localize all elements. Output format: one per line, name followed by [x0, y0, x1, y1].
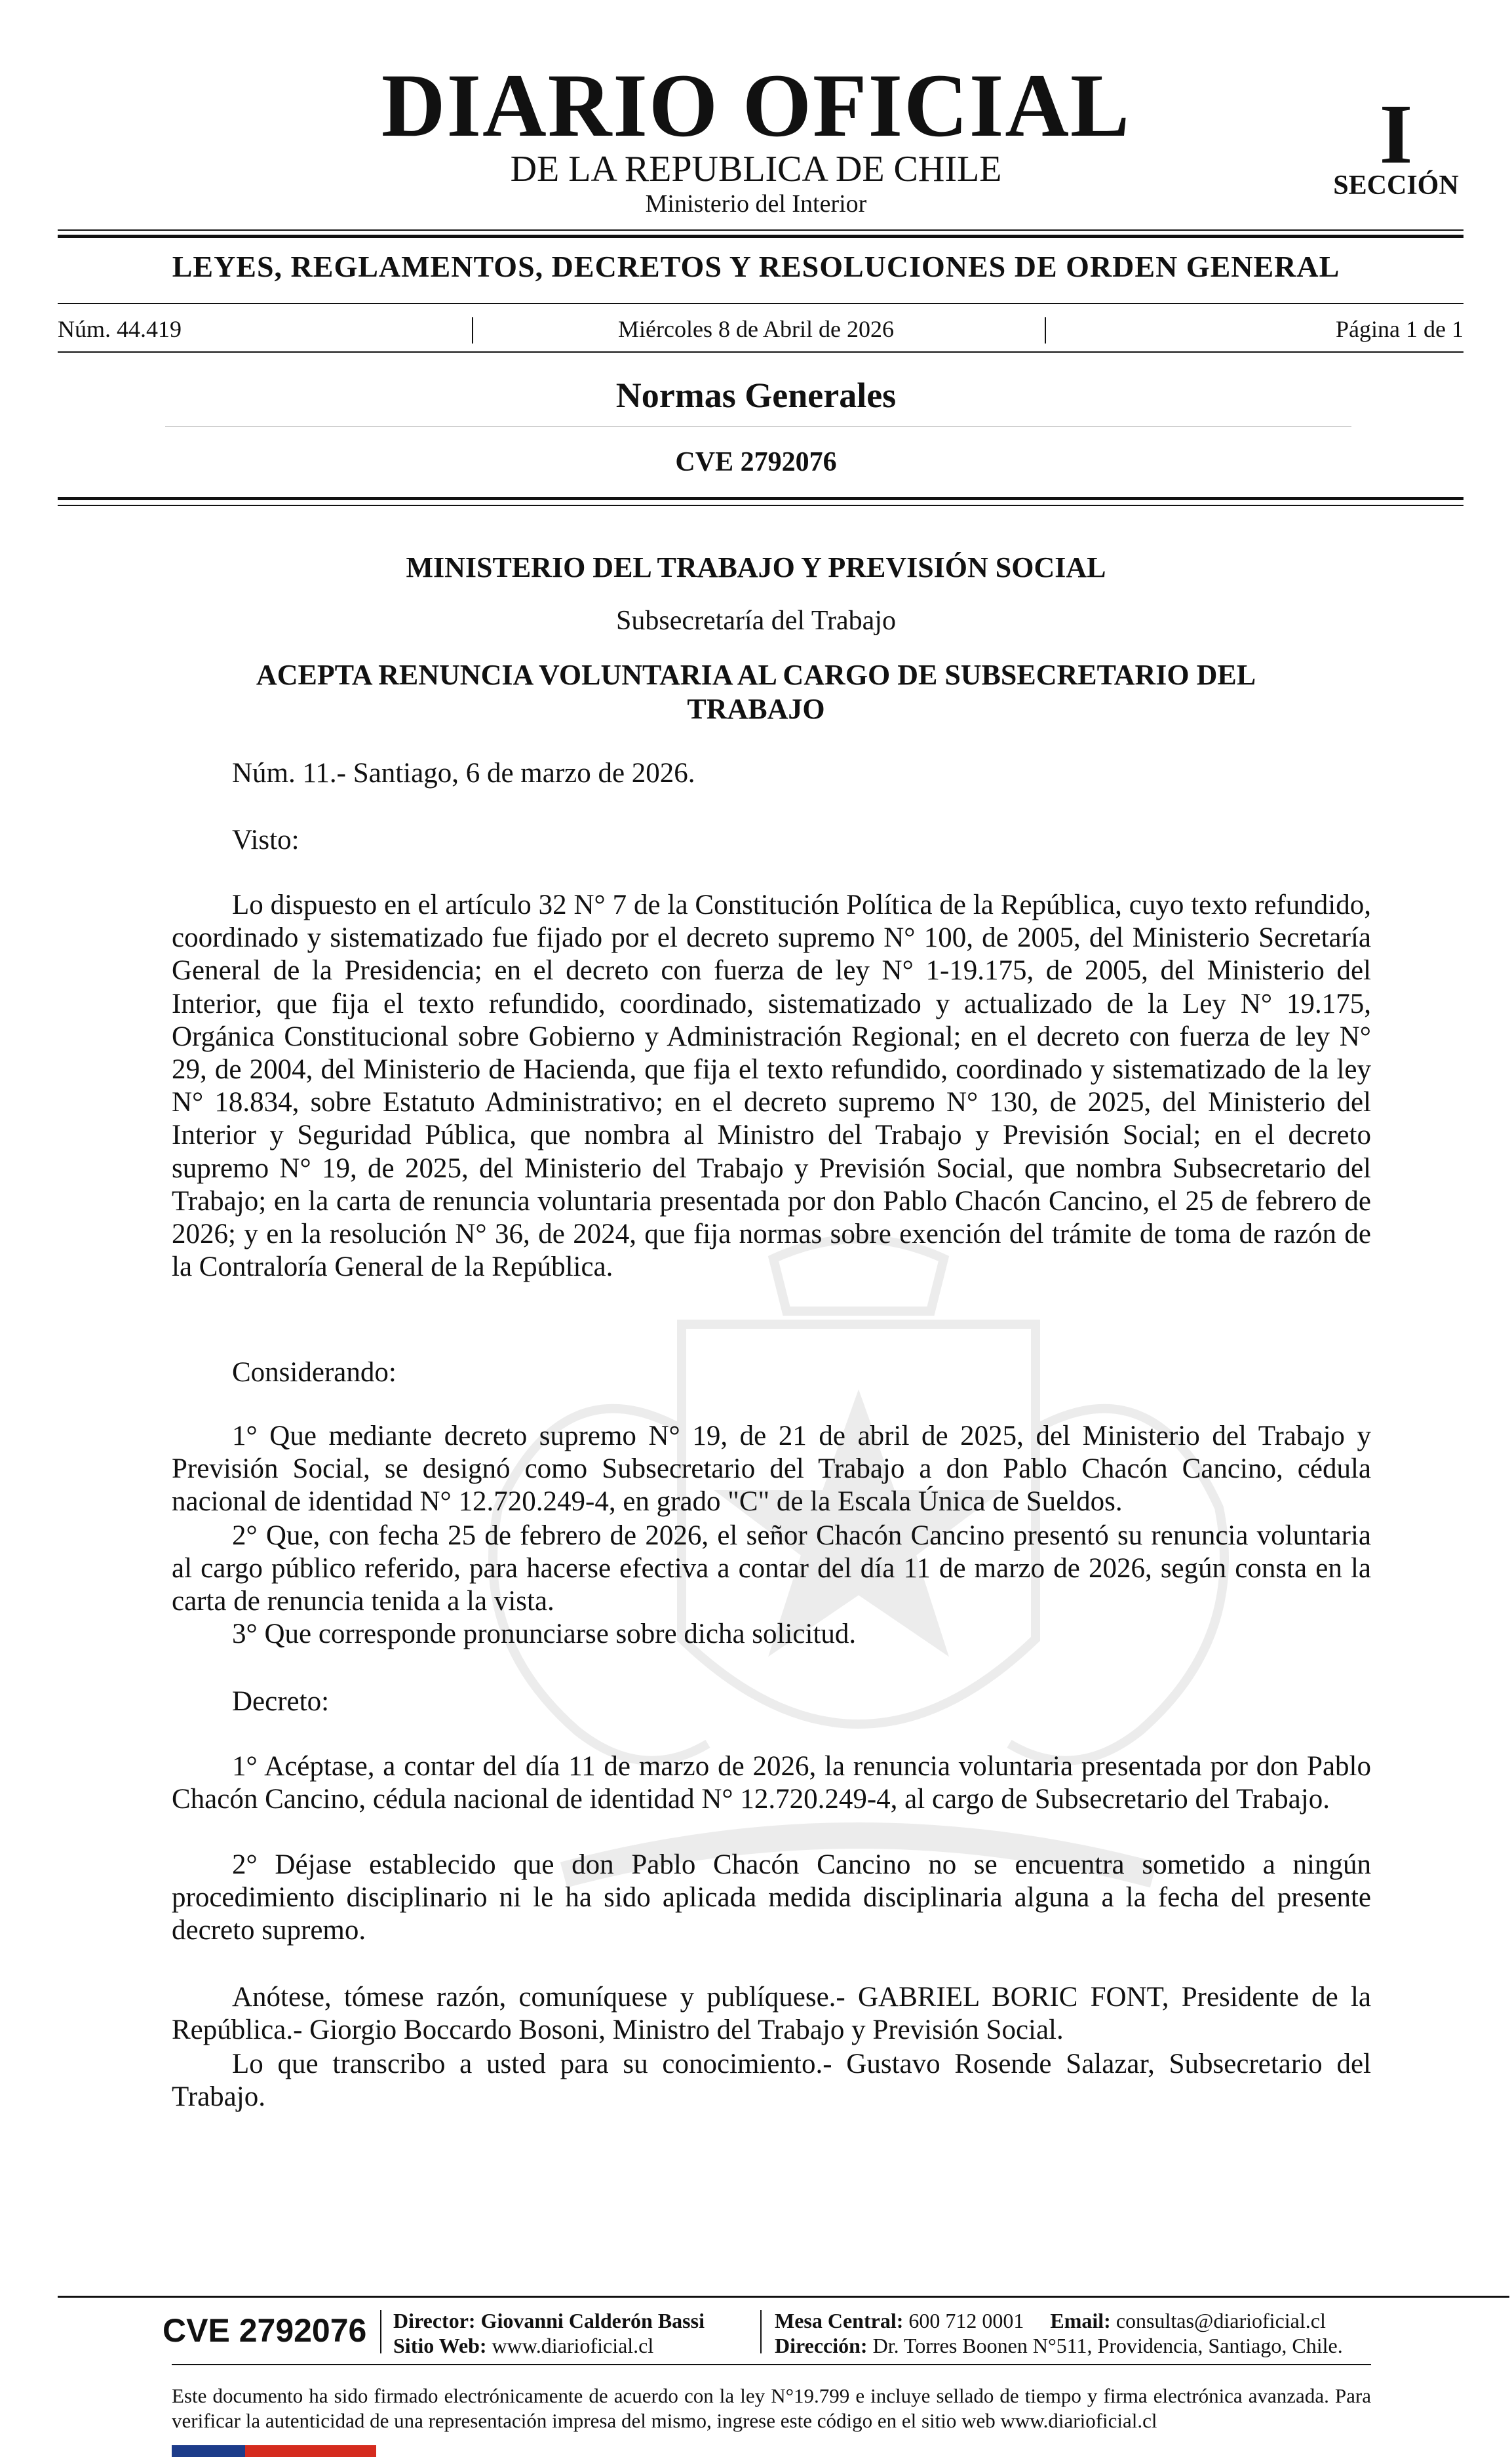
footer-address [775, 2335, 1343, 2356]
footer-phone: 600 712 0001 [908, 2309, 1024, 2332]
footer-address-label: Dirección: [775, 2334, 868, 2357]
issue-rule-top [58, 303, 1464, 304]
footer-phone-label: Mesa Central: [775, 2309, 904, 2332]
document-ministry: MINISTERIO DEL TRABAJO Y PREVISIÓN SOCIAL [406, 551, 1106, 583]
footer-signature-note: Este documento ha sido firmado electrónicamente de acuerdo con la ley N°19.799 e incluye sellado de tiempo y firma electrónica avanzada. Para verificar la autenticidad de una representación impresa del mismo, ingrese este código en el sitio web www.diarioficial.cl [172, 2384, 1371, 2432]
considerando-item: 3° Que corresponde pronunciarse sobre dicha solicitud. [232, 1619, 857, 1649]
closing-paragraph: Lo que transcribo a usted para su conocimiento.- Gustavo Rosende Salazar, Subsecretario del Trabajo. [172, 2049, 1371, 2113]
masthead-rule-thick [58, 235, 1464, 238]
footer-director-name: Giovanni Calderón Bassi [480, 2309, 705, 2332]
decreto-item: 2° Déjase establecido que don Pablo Chacón Cancino no se encuentra sometido a ningún procedimiento disciplinario ni le ha sido aplicada medida disciplinaria alguna a la fecha del presente decreto supremo. [172, 1849, 1371, 1946]
decree-number-line: Núm. 11.- Santiago, 6 de marzo de 2026. [232, 758, 695, 789]
header-rule-thin [58, 505, 1464, 506]
issue-date: Miércoles 8 de Abril de 2026 [618, 316, 894, 342]
issue-rule-bottom [58, 351, 1464, 353]
masthead-subtitle: DE LA REPUBLICA DE CHILE [510, 149, 1002, 189]
section-title: Normas Generales [615, 376, 897, 415]
issue-separator [1045, 317, 1046, 344]
footer-rule-inner [172, 2364, 1371, 2365]
header-rule-thick [58, 497, 1464, 500]
footer-cve-code: CVE 2792076 [163, 2312, 367, 2349]
section-label: SECCIÓN [1333, 170, 1459, 201]
footer-address-text: Dr. Torres Boonen N°511, Providencia, Santiago, Chile. [872, 2334, 1343, 2357]
decreto-label: Decreto: [232, 1686, 330, 1717]
section-numeral: I [1379, 87, 1413, 182]
masthead-title: DIARIO OFICIAL [381, 55, 1131, 155]
issue-page: Página 1 de 1 [1336, 316, 1464, 342]
considerando-item: 1° Que mediante decreto supremo N° 19, de 21 de abril de 2025, del Ministerio del Trabajo y Previsión Social, se designó como Subsecretario del Trabajo a don Pablo Chacón Cancino, cédula nacional de identidad N° 12.720.249-4, en grado "C" de la Escala Única de Sueldos. [172, 1421, 1371, 1518]
footer-separator [760, 2310, 762, 2353]
footer-rule [58, 2296, 1509, 2298]
document-subsecretaria: Subsecretaría del Trabajo [616, 606, 896, 636]
section-divider [165, 426, 1351, 427]
considerando-item: 2° Que, con fecha 25 de febrero de 2026, el señor Chacón Cancino presentó su renuncia voluntaria al cargo público referido, para hacerse efectiva a contar del día 11 de marzo de 2026, según consta en la carta de renuncia tenida a la vista. [172, 1520, 1371, 1617]
footer-director-label: Director: [393, 2309, 476, 2332]
decreto-item: 1° Acéptase, a contar del día 11 de marzo de 2026, la renuncia voluntaria presentada por don Pablo Chacón Cancino, cédula nacional de identidad N° 12.720.249-4, al cargo de Subsecretario del Trabajo. [172, 1751, 1371, 1815]
footer-website [393, 2335, 653, 2356]
masthead-ministry: Ministerio del Interior [645, 190, 867, 218]
visto-paragraph: Lo dispuesto en el artículo 32 N° 7 de la Constitución Política de la República, cuyo texto refundido, coordinado y sistematizado fue fijado por el decreto supremo N° 100, de 2005, del Ministerio Secretaría General de la Presidencia; en el decreto con fuerza de ley N° 1-19.175, de 2005, del Ministerio del Interior, que fija el texto refundido, coordinado, sistematizado y actualizado de la Ley N° 19.175, Orgánica Constitucional sobre Gobierno y Administración Regional; en el decreto con fuerza de ley N° 29, de 2004, del Ministerio de Hacienda, que fija el texto refundido, coordinado y sistematizado de la ley N° 18.834, sobre Estatuto Administrativo; en el decreto supremo N° 130, de 2025, del Ministerio del Interior y Seguridad Pública, que nombra al Ministro del Trabajo y Previsión Social; en el decreto supremo N° 19, de 2025, del Ministerio del Trabajo y Previsión Social, que nombra Subsecretario del Trabajo; en la carta de renuncia voluntaria presentada por don Pablo Chacón Cancino, el 25 de febrero de 2026; y en la resolución N° 36, de 2024, que fija normas sobre exención del trámite de toma de razón de la Contraloría General de la República. [172, 890, 1371, 1283]
visto-label: Visto: [232, 825, 300, 855]
footer-separator [380, 2310, 381, 2353]
footer-contact [775, 2310, 1326, 2331]
footer-director [393, 2310, 705, 2331]
issue-number: Núm. 44.419 [58, 316, 182, 342]
footer-email-link[interactable]: consultas@diarioficial.cl [1115, 2309, 1326, 2332]
laws-header: LEYES, REGLAMENTOS, DECRETOS Y RESOLUCIONES DE ORDEN GENERAL [172, 250, 1340, 283]
closing-paragraph: Anótese, tómese razón, comuníquese y publíquese.- GABRIEL BORIC FONT, Presidente de la República.- Giorgio Boccardo Bosoni, Ministro del Trabajo y Previsión Social. [172, 1982, 1371, 2046]
masthead-rule-thin [58, 229, 1464, 231]
flag-stripe-red [245, 2445, 376, 2457]
cve-code: CVE 2792076 [675, 447, 837, 477]
footer-website-label: Sitio Web: [393, 2334, 487, 2357]
flag-stripe-blue [172, 2445, 245, 2457]
footer-email-label: Email: [1050, 2309, 1111, 2332]
footer-website-link[interactable]: www.diarioficial.cl [492, 2334, 654, 2357]
document-title: ACEPTA RENUNCIA VOLUNTARIA AL CARGO DE SUBSECRETARIO DEL TRABAJO [256, 659, 1256, 725]
considerando-label: Considerando: [232, 1357, 397, 1388]
